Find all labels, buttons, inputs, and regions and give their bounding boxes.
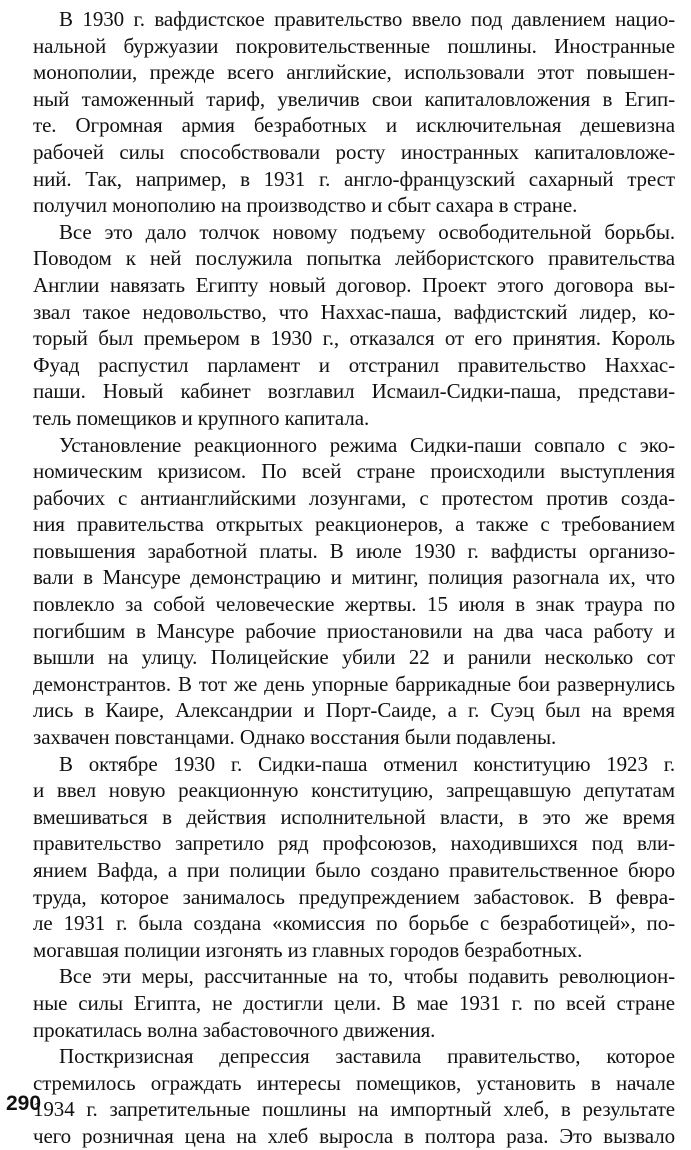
text-line: повлекло за собой человеческие жертвы. 15 июля в знак траура по bbox=[33, 592, 675, 617]
text-line: вали в Мансуре демонстрацию и митинг, полиция разогнала их, что bbox=[33, 565, 675, 590]
text-line: ле 1931 г. была создана «комиссия по борьбе с безработицей», по- bbox=[33, 911, 675, 936]
text-line: правительство запретило ряд профсоюзов, находившихся под вли- bbox=[33, 831, 675, 856]
text-line: паши. Новый кабинет возглавил Исмаил-Сидки-паша, представи- bbox=[33, 379, 675, 404]
text-line: звал такое недовольство, что Наххас-паша, вафдистский лидер, ко- bbox=[33, 299, 675, 324]
paragraph-2 bbox=[33, 219, 675, 432]
paragraph-1 bbox=[33, 6, 675, 219]
text-line: В октябре 1930 г. Сидки-паша отменил конституцию 1923 г. bbox=[59, 751, 675, 776]
text-line: получил монополию на производство и сбыт сахара в стране. bbox=[33, 193, 578, 218]
page-number: 290 bbox=[6, 1092, 42, 1115]
text-line: захвачен повстанцами. Однако восстания были подавлены. bbox=[33, 725, 557, 750]
text-line: рабочей силы способствовали росту иностранных капиталовложе- bbox=[33, 139, 675, 164]
text-line: Поводом к ней послужила попытка лейбористского правительства bbox=[33, 246, 675, 271]
text-line: нальной буржуазии покровительственные пошлины. Иностранные bbox=[33, 33, 675, 58]
paragraph-3 bbox=[33, 432, 675, 751]
text-line: Все это дало толчок новому подъему освободительной борьбы. bbox=[59, 219, 675, 244]
text-line: ные силы Египта, не достигли цели. В мае 1931 г. по всей стране bbox=[33, 990, 675, 1015]
text-line: 1934 г. запретительные пошлины на импортный хлеб, в результате bbox=[33, 1097, 675, 1122]
paragraph-4 bbox=[33, 751, 675, 964]
text-line: повышения заработной платы. В июле 1930 г. вафдисты организо- bbox=[33, 538, 675, 563]
text-line: прокатилась волна забастовочного движения. bbox=[33, 1017, 436, 1042]
text-line: могавшая полиции изгонять из главных городов безработных. bbox=[33, 937, 583, 962]
paragraph-5 bbox=[33, 963, 675, 1043]
text-line: стремилось ограждать интересы помещиков, установить в начале bbox=[33, 1070, 675, 1095]
text-line: Посткризисная депрессия заставила правительство, которое bbox=[59, 1044, 675, 1069]
text-line: Установление реакционного режима Сидки-паши совпало с эко- bbox=[59, 432, 675, 457]
text-line: ния правительства открытых реакционеров, а также с требованием bbox=[33, 512, 675, 537]
text-line: вмешиваться в действия исполнительной власти, в это же время bbox=[33, 804, 675, 829]
text-line: ный таможенный тариф, увеличив свои капиталовложения в Егип- bbox=[33, 86, 675, 111]
text-line: монополии, прежде всего английские, использовали этот повышен- bbox=[33, 60, 675, 85]
text-line: Фуад распустил парламент и отстранил правительство Наххас- bbox=[33, 352, 675, 377]
text-line: торый был премьером в 1930 г., отказался от его принятия. Король bbox=[33, 326, 675, 351]
text-line: рабочих с антианглийскими лозунгами, с протестом против созда- bbox=[33, 485, 675, 510]
text-line: лись в Каире, Александрии и Порт-Саиде, а г. Суэц был на время bbox=[33, 698, 675, 723]
text-line: погибшим в Мансуре рабочие приостановили на два часа работу и bbox=[33, 618, 675, 643]
text-line: ний. Так, например, в 1931 г. англо-французский сахарный трест bbox=[33, 166, 675, 191]
text-line: янием Вафда, а при полиции было создано правительственное бюро bbox=[33, 858, 675, 882]
text-line: те. Огромная армия безработных и исключительная дешевизна bbox=[33, 113, 675, 138]
text-line: и ввел новую реакционную конституцию, запрещавшую депутатам bbox=[33, 778, 675, 803]
text-line: труда, которое занималось предупреждением забастовок. В февра- bbox=[33, 884, 675, 909]
text-line: вышли на улицу. Полицейские убили 22 и ранили несколько сот bbox=[33, 645, 675, 670]
text-line: демонстрантов. В тот же день упорные баррикадные бои развернулись bbox=[33, 671, 675, 696]
text-line: чего розничная цена на хлеб выросла в полтора раза. Это вызвало bbox=[33, 1123, 675, 1148]
text-line: Все эти меры, рассчитанные на то, чтобы подавить революцион- bbox=[59, 964, 675, 989]
text-line: тель помещиков и крупного капитала. bbox=[33, 405, 370, 430]
paragraph-6 bbox=[33, 1043, 675, 1149]
text-line: Англии навязать Египту новый договор. Проект этого договора вы- bbox=[33, 272, 675, 297]
body-text bbox=[33, 6, 675, 1150]
text-line: В 1930 г. вафдистское правительство ввело под давлением нацио- bbox=[59, 7, 675, 31]
text-line: номическим кризисом. По всей стране происходили выступления bbox=[33, 459, 675, 484]
